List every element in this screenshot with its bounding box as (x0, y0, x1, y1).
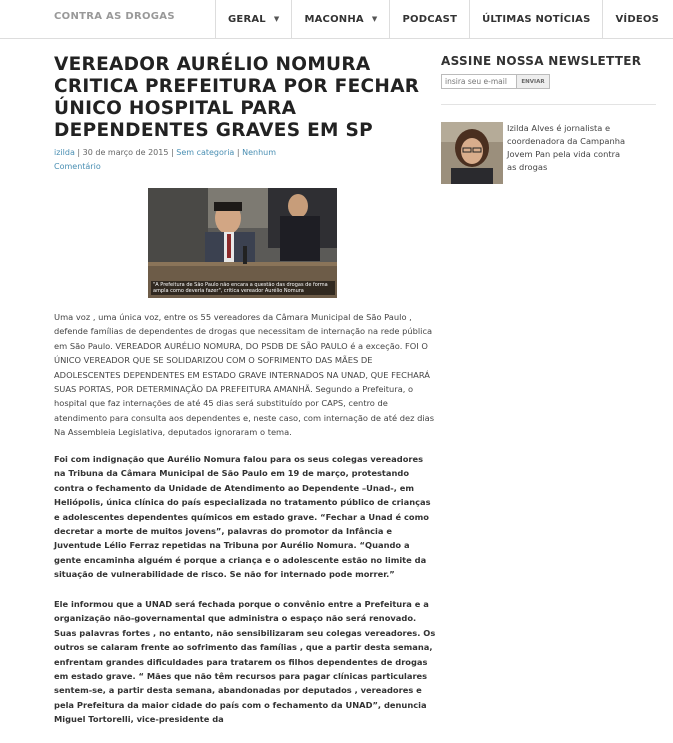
email-input[interactable] (441, 74, 519, 89)
chevron-down-icon: ▼ (273, 15, 280, 23)
nav-item-label: ÚLTIMAS NOTÍCIAS (482, 13, 591, 25)
post-date: 30 de março de 2015 (82, 148, 169, 157)
chevron-down-icon: ▼ (371, 15, 378, 23)
author-avatar (441, 122, 503, 184)
nav-item-label: PODCAST (402, 13, 458, 25)
nav-item-podcast[interactable] (389, 0, 469, 38)
category-link[interactable]: Sem categoria (176, 148, 235, 157)
nav-item-videos[interactable] (602, 0, 671, 38)
nav-item-maconha[interactable] (291, 0, 389, 38)
nav-item-label: VÍDEOS (615, 13, 659, 25)
nav-item-label: GERAL (228, 13, 266, 25)
post-meta (54, 146, 294, 174)
article-photo (148, 188, 337, 298)
author-bio: Izilda Alves é jornalista e coordenadora da Campanha Jovem Pan pela vida contra as drogas (507, 123, 626, 172)
author-link[interactable]: izilda (54, 148, 75, 157)
newsletter-title: ASSINE NOSSA NEWSLETTER (441, 54, 642, 68)
article-title: VEREADOR AURÉLIO NOMURA CRITICA PREFEITURA POR FECHAR ÚNICO HOSPITAL PARA DEPENDENTES GRAVES EM SP (54, 54, 420, 141)
photo-caption: "A Prefeitura de São Paulo não encara a questão das drogas de forma ampla como deveria fazer", critica vereador Aurélio Nomura (151, 281, 335, 295)
article-paragraph: Ele informou que a UNAD será fechada porque o convênio entre a Prefeitura e a organização não-governamental que administra o espaço não será renovado. Suas palavras fortes , no entanto, não sensibilizaram seu colegas vereadores. Os outros se calaram frente ao sofrimento das famílias , que a partir desta semana, enfrentam grandes dificuldades para tratarem os filhos dependentes de drogas em estado grave. “ Mães que não têm recursos para pagar clínicas particulares sentem-se, a partir desta semana, abandonadas por deputados , vereadores e pela Prefeitura da maior cidade do país com o fechamento da UNAD”, denuncia Miguel Tortorelli, vice-presidente da (54, 599, 436, 725)
top-bar (0, 0, 673, 39)
site-name-link[interactable]: CONTRA AS DROGAS (54, 11, 175, 22)
main-nav (215, 0, 671, 38)
comments-link[interactable]: Nenhum Comentário (54, 148, 277, 171)
author-photo-image (441, 122, 503, 184)
meta-separator: | (74, 148, 83, 157)
article-paragraph: Foi com indignação que Aurélio Nomura falou para os seus colegas vereadores na Tribuna da Câmara Municipal de São Paulo em 19 de março, protestando contra o fechamento da Unidade de Atendimento ao Dependente –Unad-, em Heliópolis, única clínica do país especializada no tratamento público de crianças e adolescentes dependentes químicos em estado grave. “Fechar a Unad é como decretar a morte de muitos jovens”, palavras do promotor da Infância e Juventude Lélio Ferraz repetidas na Tribuna por Aurélio Nomura. “Quando a gente encaminha alguém é porque a criança e o adolescente estão no limite da situação de vulnerabilidade de risco. Se não for internado pode morrer.” (54, 454, 431, 580)
meta-separator: | (168, 148, 177, 157)
sidebar-divider (441, 104, 656, 105)
nav-item-label: MACONHA (304, 13, 364, 25)
meta-separator: | (234, 148, 243, 157)
nav-item-geral[interactable] (215, 0, 291, 38)
send-button[interactable]: ENVIAR (516, 74, 550, 89)
article-paragraph: Uma voz , uma única voz, entre os 55 vereadores da Câmara Municipal de São Paulo , defende famílias de dependentes de drogas que necessitam de internação na rede pública em São Paulo. VEREADOR AURÉLIO NOMURA, DO PSDB DE SÃO PAULO é a exceção. FOI O ÚNICO VEREADOR QUE SE SOLIDARIZOU COM O SOFRIMENTO DAS MÃES DE ADOLESCENTES DEPENDENTES EM ESTADO GRAVE INTERNADOS NA UNAD, QUE FECHARÁ SUAS PORTAS, POR DETERMINAÇÃO DA PREFEITURA AMANHÃ. Segundo a Prefeitura, o hospital que faz internações de até 45 dias será substituído por CAPS, centro de atendimento para consulta aos dependentes e, neste caso, com internação de até dez dias Na Assembleia Legislativa, deputados ignoraram o tema. (54, 312, 435, 438)
nav-item-ultimas-noticias[interactable] (469, 0, 602, 38)
